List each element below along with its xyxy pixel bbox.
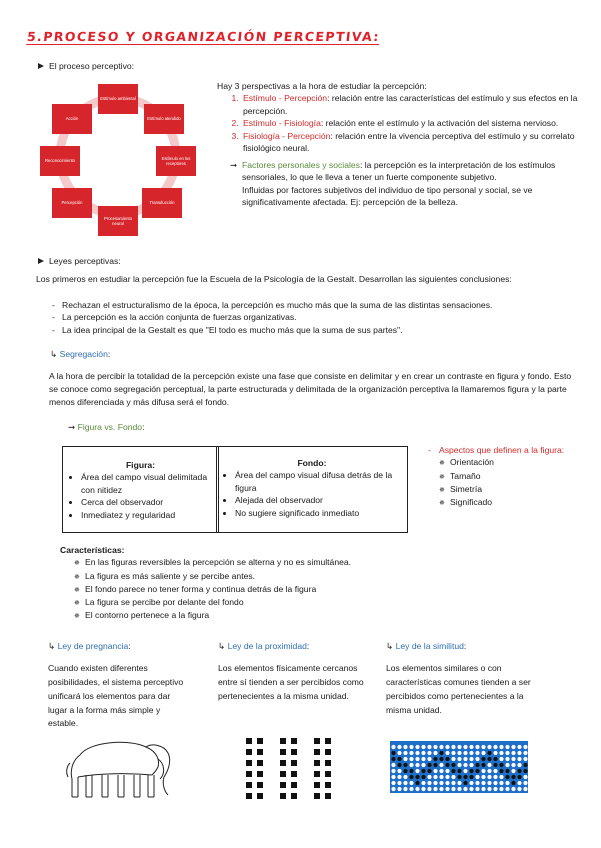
pattern-dot: [511, 763, 515, 767]
pattern-dot: [505, 781, 509, 785]
pattern-dot: [481, 769, 485, 773]
pattern-dot: [463, 745, 467, 749]
pattern-dot: [463, 769, 467, 773]
pattern-dot: [403, 751, 407, 755]
return-arrow-icon: ↳: [50, 349, 58, 359]
pattern-dot: [439, 775, 443, 779]
pattern-dot: [499, 775, 503, 779]
caracteristicas-block: [60, 544, 540, 622]
arrow-icon: ✵: [74, 613, 80, 621]
figura-box: [62, 446, 219, 533]
segregacion-text: A la hora de percibir la totalidad de la percepción existe una fase que consiste en delimitar y en crear un contraste en figura y fondo. Esto se conoce como segregación perceptual, la parte estructurada y delimitada de la organización perceptiva la llamaremos figura y la parte menos diferenciada y más difusa será el fondo.: [49, 371, 572, 407]
pattern-dot: [475, 745, 479, 749]
cycle-node: Estímulo ambiental: [98, 84, 138, 114]
similarity-pattern-image: [390, 741, 528, 793]
pattern-dot: [517, 769, 521, 773]
proceso-heading: El proceso perceptivo:: [38, 60, 134, 72]
pattern-dot: [511, 769, 515, 773]
law-pregnancia: ↳ Ley de pregnancia: Cuando existen diferentes posibilidades, el sistema perceptivo unificará los elementos para dar lugar a la forma más simple y estable.: [48, 641, 184, 729]
pattern-dot: [433, 787, 437, 791]
pattern-dot: [421, 763, 425, 767]
pattern-dot: [511, 775, 515, 779]
pattern-dot: [421, 769, 425, 773]
pattern-dot: [427, 763, 431, 767]
pattern-dot: [445, 763, 449, 767]
pattern-dot: [427, 787, 431, 791]
pattern-dot: [391, 751, 395, 755]
list-item: - La percepción es la acción conjunta de fuerzas organizativas.: [52, 311, 582, 323]
pattern-dot: [493, 775, 497, 779]
pattern-dot: [403, 763, 407, 767]
list-item: • No sugiere significado inmediato: [235, 507, 400, 519]
list-item: ✵ Simetría: [439, 483, 578, 496]
pattern-dot: [397, 775, 401, 779]
pattern-dot: [421, 757, 425, 761]
pattern-dot: [457, 781, 461, 785]
return-arrow-icon: ↳: [386, 641, 394, 651]
pattern-dot: [421, 745, 425, 749]
leyes-intro: Los primeros en estudiar la percepción fue la Escuela de la Psicología de la Gestalt. Desarrollan las siguientes conclusiones:: [36, 274, 512, 284]
caracteristicas-title: Características:: [60, 545, 125, 555]
cycle-node: Acción: [52, 104, 92, 134]
pattern-dot: [409, 751, 413, 755]
pattern-dot: [445, 745, 449, 749]
return-arrow-icon: ↳: [48, 641, 56, 651]
pattern-dot: [493, 745, 497, 749]
pattern-dot: [451, 751, 455, 755]
pattern-dot: [403, 757, 407, 761]
pattern-dot: [463, 757, 467, 761]
pattern-dot: [475, 775, 479, 779]
pattern-dot: [475, 787, 479, 791]
list-item: • Cerca del observador: [81, 496, 209, 508]
pattern-dot: [505, 775, 509, 779]
pattern-dot: [469, 781, 473, 785]
pattern-dot: [499, 769, 503, 773]
figura-title: Figura:: [125, 460, 156, 470]
perspective-item: 2. Estímulo - Fisiología: relación ente el estímulo y la activación del sistema nervioso.: [241, 117, 585, 129]
pattern-dot: [487, 775, 491, 779]
pattern-dot: [523, 775, 527, 779]
pattern-dot: [451, 787, 455, 791]
pattern-dot: [433, 763, 437, 767]
fondo-title: Fondo:: [297, 458, 327, 468]
pattern-dot: [439, 781, 443, 785]
triangle-bullet-icon: [38, 63, 44, 69]
pattern-dot: [391, 763, 395, 767]
pattern-dot: [499, 787, 503, 791]
pattern-dot: [409, 781, 413, 785]
list-item: ✵ Tamaño: [439, 470, 578, 483]
pattern-dot: [415, 775, 419, 779]
pattern-dot: [493, 787, 497, 791]
pattern-dot: [505, 751, 509, 755]
pattern-dot: [475, 763, 479, 767]
pattern-dot: [439, 751, 443, 755]
pattern-dot: [397, 769, 401, 773]
list-item: ✵ El contorno pertenece a la figura: [74, 609, 540, 622]
pattern-dot: [517, 757, 521, 761]
pattern-dot: [445, 775, 449, 779]
pattern-dot: [481, 781, 485, 785]
pattern-dot: [391, 757, 395, 761]
pattern-dot: [403, 769, 407, 773]
pattern-dot: [433, 751, 437, 755]
arrow-icon: ✵: [439, 473, 445, 481]
pattern-dot: [505, 745, 509, 749]
pattern-dot: [523, 751, 527, 755]
pattern-dot: [427, 751, 431, 755]
triangle-bullet-icon: [38, 258, 44, 264]
cycle-node: Transducción: [142, 188, 182, 218]
pattern-dot: [481, 775, 485, 779]
pattern-dot: [415, 757, 419, 761]
pattern-dot: [493, 769, 497, 773]
pattern-dot: [457, 769, 461, 773]
pattern-dot: [517, 745, 521, 749]
pattern-dot: [505, 787, 509, 791]
pattern-dot: [457, 775, 461, 779]
pattern-dot: [391, 769, 395, 773]
segregacion-heading: ↳ Segregación:: [50, 349, 111, 359]
aspectos-block: [428, 444, 578, 509]
pattern-dot: [421, 787, 425, 791]
perspective-item: 3. Fisiología - Percepción: relación entre la vivencia perceptiva del estímulo y su correlato fisiológico neural.: [241, 130, 585, 155]
page-title: 5.PROCESO Y ORGANIZACIÓN PERCEPTIVA:: [26, 29, 381, 44]
perception-cycle-diagram: [38, 78, 198, 238]
pattern-dot: [487, 757, 491, 761]
pattern-dot: [415, 763, 419, 767]
pattern-dot: [469, 763, 473, 767]
arrow-icon: ✵: [74, 560, 80, 568]
factores-block: ➞ Factores personales y sociales: la percepción es la interpretación de los estímulos sensoriales, lo que le lleva a tener un fuerte componente subjetivo. Influidas por factores subjetivos del individuo de tipo personal y social, se ve significativamente afectada. Ej: percepción de la belleza.: [230, 159, 556, 208]
pattern-dot: [391, 787, 395, 791]
pattern-dot: [511, 745, 515, 749]
pattern-dot: [463, 781, 467, 785]
pattern-dot: [391, 745, 395, 749]
pattern-dot: [469, 775, 473, 779]
pattern-dot: [403, 781, 407, 785]
pattern-dot: [409, 745, 413, 749]
pattern-dot: [505, 757, 509, 761]
pattern-dot: [493, 751, 497, 755]
pattern-dot: [469, 757, 473, 761]
pattern-dot: [493, 781, 497, 785]
pattern-dot: [439, 745, 443, 749]
pattern-dot: [445, 787, 449, 791]
pattern-dot: [403, 787, 407, 791]
pattern-dot: [463, 751, 467, 755]
pattern-dot: [397, 757, 401, 761]
pattern-dot: [481, 787, 485, 791]
pattern-dot: [397, 763, 401, 767]
pattern-dot: [523, 763, 527, 767]
pattern-dot: [469, 769, 473, 773]
pattern-dot: [421, 775, 425, 779]
pattern-dot: [433, 781, 437, 785]
cycle-node: Percepción: [52, 188, 92, 218]
arrow-icon: ✵: [74, 586, 80, 594]
pattern-dot: [445, 781, 449, 785]
pattern-dot: [469, 745, 473, 749]
arrow-icon: ✵: [74, 599, 80, 607]
pattern-dot: [433, 757, 437, 761]
pattern-dot: [439, 769, 443, 773]
pattern-dot: [457, 787, 461, 791]
pattern-dot: [499, 763, 503, 767]
pattern-dot: [433, 745, 437, 749]
elephant-illusion-image: [60, 737, 178, 801]
pattern-dot: [481, 751, 485, 755]
pattern-dot: [517, 781, 521, 785]
pattern-dot: [397, 781, 401, 785]
cycle-node: Estímulo atendido: [144, 104, 184, 134]
pattern-dot: [505, 763, 509, 767]
pattern-dot: [451, 775, 455, 779]
pattern-dot: [397, 787, 401, 791]
pattern-dot: [499, 745, 503, 749]
pattern-dot: [457, 751, 461, 755]
arrow-right-icon: ➞: [68, 422, 76, 432]
pattern-dot: [517, 775, 521, 779]
pattern-dot: [475, 769, 479, 773]
pattern-dot: [397, 745, 401, 749]
list-item: - La idea principal de la Gestalt es que "El todo es mucho más que la suma de sus partes".: [52, 324, 582, 336]
pattern-dot: [475, 781, 479, 785]
arrow-right-icon: ➞: [230, 159, 238, 170]
pattern-dot: [445, 751, 449, 755]
pattern-dot: [427, 757, 431, 761]
pattern-dot: [463, 787, 467, 791]
law-proximidad: ↳ Ley de la proximidad: Los elementos físicamente cercanos entre sí tienden a ser percibidos como pertenecientes a la misma unidad.: [218, 641, 364, 701]
pattern-dot: [463, 763, 467, 767]
pattern-dot: [505, 769, 509, 773]
pattern-dot: [451, 745, 455, 749]
pattern-dot: [403, 775, 407, 779]
pattern-dot: [427, 775, 431, 779]
pattern-dot: [451, 763, 455, 767]
list-item: • Inmediatez y regularidad: [81, 509, 209, 521]
pattern-dot: [451, 781, 455, 785]
fondo-box: [216, 446, 408, 533]
pattern-dot: [433, 769, 437, 773]
pattern-dot: [433, 775, 437, 779]
pattern-dot: [391, 781, 395, 785]
pattern-dot: [457, 757, 461, 761]
pattern-dot: [475, 757, 479, 761]
aspectos-title: - Aspectos que definen a la figura:: [428, 445, 565, 455]
pattern-dot: [469, 751, 473, 755]
cycle-node: Estímulo en los receptores: [156, 146, 196, 176]
leyes-points: [52, 299, 582, 336]
pattern-dot: [409, 775, 413, 779]
pattern-dot: [415, 781, 419, 785]
pattern-dot: [493, 763, 497, 767]
pattern-dot: [511, 781, 515, 785]
pattern-dot: [445, 769, 449, 773]
list-item: ✵ El fondo parece no tener forma y continua detrás de la figura: [74, 583, 540, 596]
pattern-dot: [409, 757, 413, 761]
list-item: • Área del campo visual difusa detrás de la figura: [235, 469, 400, 494]
pattern-dot: [439, 757, 443, 761]
pattern-dot: [499, 781, 503, 785]
list-item: ✵ Significado: [439, 496, 578, 509]
pattern-dot: [391, 775, 395, 779]
pattern-dot: [397, 751, 401, 755]
return-arrow-icon: ↳: [218, 641, 226, 651]
pattern-dot: [451, 769, 455, 773]
pattern-dot: [415, 787, 419, 791]
list-item: ✵ La figura se percibe por delante del fondo: [74, 596, 540, 609]
pattern-dot: [481, 763, 485, 767]
list-item: • Área del campo visual delimitada con nitidez: [81, 471, 209, 496]
pattern-dot: [523, 745, 527, 749]
pattern-dot: [481, 745, 485, 749]
pattern-dot: [427, 745, 431, 749]
proximity-squares-image: [246, 738, 336, 802]
arrow-icon: ✵: [439, 486, 445, 494]
arrow-icon: ✵: [74, 573, 80, 581]
pattern-dot: [493, 757, 497, 761]
pattern-dot: [457, 745, 461, 749]
perspectives-block: [217, 80, 585, 209]
pattern-dot: [517, 763, 521, 767]
pattern-dot: [487, 745, 491, 749]
pattern-dot: [511, 757, 515, 761]
cycle-node: Procesamiento neural: [98, 206, 138, 236]
pattern-dot: [457, 763, 461, 767]
pattern-dot: [415, 751, 419, 755]
pattern-dot: [517, 751, 521, 755]
pattern-dot: [409, 763, 413, 767]
list-item: ✵ En las figuras reversibles la percepción se alterna y no es simultánea.: [74, 556, 540, 569]
cycle-node: Reconocimiento: [40, 146, 80, 176]
pattern-dot: [421, 781, 425, 785]
figura-fondo-heading: ➞ Figura vs. Fondo:: [68, 422, 145, 432]
pattern-dot: [511, 751, 515, 755]
pattern-dot: [523, 757, 527, 761]
pattern-dot: [499, 757, 503, 761]
pattern-dot: [487, 751, 491, 755]
pattern-dot: [409, 787, 413, 791]
pattern-dot: [421, 751, 425, 755]
list-item: ✵ La figura es más saliente y se percibe antes.: [74, 570, 540, 583]
pattern-dot: [523, 787, 527, 791]
arrow-icon: ✵: [439, 499, 445, 507]
pattern-dot: [481, 757, 485, 761]
list-item: ✵ Orientación: [439, 456, 578, 469]
law-similitud: ↳ Ley de la similitud: Los elementos similares o con características comunes tienden a ser percibidos como pertenecientes a la misma unidad.: [386, 641, 531, 715]
pattern-dot: [427, 781, 431, 785]
pattern-dot: [487, 763, 491, 767]
pattern-dot: [517, 787, 521, 791]
pattern-dot: [403, 745, 407, 749]
pattern-dot: [523, 781, 527, 785]
leyes-heading: Leyes perceptivas:: [38, 255, 121, 267]
pattern-dot: [415, 745, 419, 749]
pattern-dot: [499, 751, 503, 755]
pattern-dot: [523, 769, 527, 773]
pattern-dot: [487, 769, 491, 773]
pattern-dot: [445, 757, 449, 761]
pattern-dot: [439, 763, 443, 767]
pattern-dot: [487, 781, 491, 785]
arrow-icon: ✵: [439, 460, 445, 468]
pattern-dot: [427, 769, 431, 773]
pattern-dot: [439, 787, 443, 791]
pattern-dot: [487, 787, 491, 791]
pattern-dot: [415, 769, 419, 773]
pattern-dot: [463, 775, 467, 779]
list-item: - Rechazan el estructuralismo de la época, la percepción es mucho más que la suma de las distintas sensaciones.: [52, 299, 582, 311]
pattern-dot: [451, 757, 455, 761]
pattern-dot: [475, 751, 479, 755]
pattern-dot: [409, 769, 413, 773]
pattern-dot: [511, 787, 515, 791]
perspectives-intro: Hay 3 perspectivas a la hora de estudiar la percepción:: [217, 81, 427, 91]
pattern-dot: [469, 787, 473, 791]
perspective-item: 1. Estímulo - Percepción: relación entre las características del estímulo y sus efectos en la percepción.: [241, 92, 585, 117]
list-item: • Alejada del observador: [235, 494, 400, 506]
